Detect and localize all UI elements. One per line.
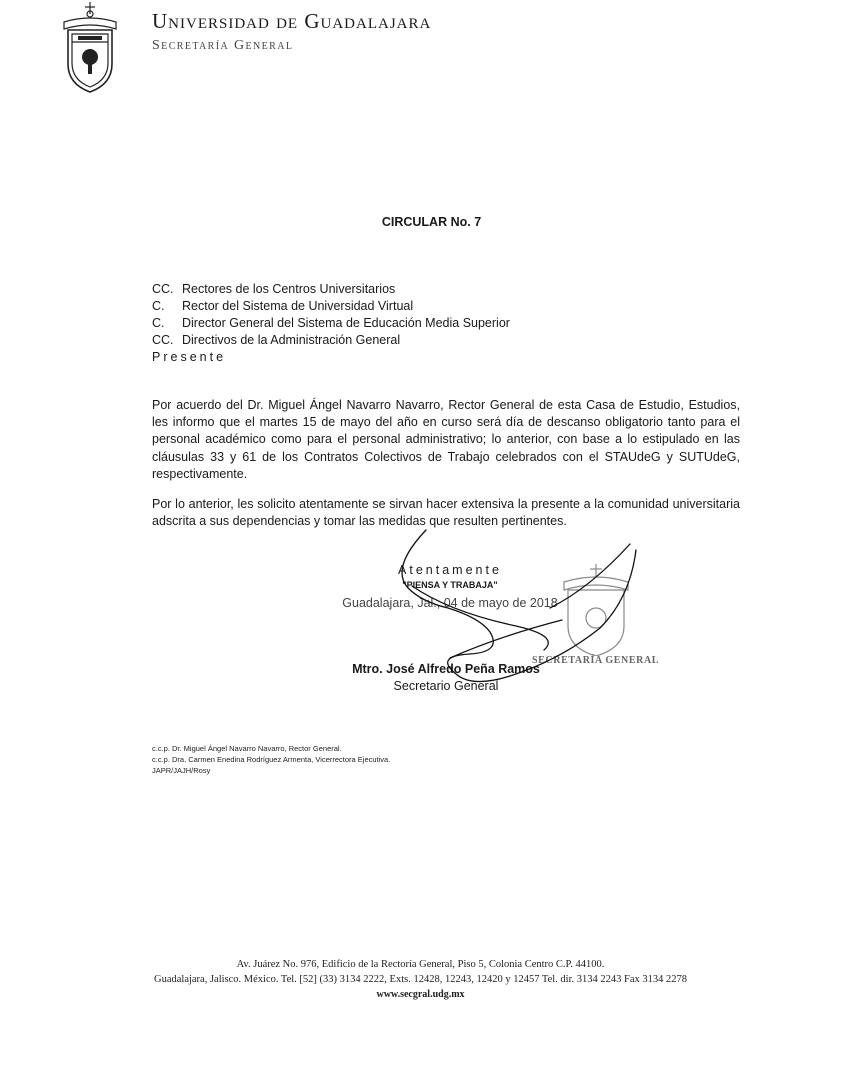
body-paragraph: Por acuerdo del Dr. Miguel Ángel Navarro Navarro, Rector General de esta Casa de Estudio, Estudios, les informo que el martes 15 de mayo del año en curso será día de descanso obligatorio tanto para el personal académico como para el personal administrativo; lo anterior, con base a lo estipulado en las cláusulas 33 y 61 de los Contratos Colectivos de Trabajo celebrados con el STAUdeG y SUTUdeG, respectivamente. <box>152 398 740 481</box>
seal-label: SECRETARÍA GENERAL <box>532 655 660 666</box>
recipient-text: Director General del Sistema de Educación Media Superior <box>182 316 510 330</box>
recipient-line <box>152 281 510 298</box>
signer-role: Secretario General <box>393 679 499 693</box>
recipient-line <box>152 298 510 315</box>
recipient-text: Rectores de los Centros Universitarios <box>182 282 396 296</box>
recipient-prefix: CC. <box>152 282 174 296</box>
university-name: Universidad de Guadalajara <box>152 9 432 33</box>
closing-line: Atentamente <box>398 563 502 577</box>
carbon-copy-list <box>152 743 390 776</box>
ccp-line: c.c.p. Dr. Miguel Ángel Navarro Navarro, Rector General. <box>152 744 342 753</box>
recipient-text: Rector del Sistema de Universidad Virtual <box>182 299 414 313</box>
ccp-line: c.c.p. Dra. Carmen Enedina Rodríguez Armenta, Vicerrectora Ejecutiva. <box>152 755 391 764</box>
recipient-line <box>152 315 510 332</box>
university-crest-icon <box>62 2 118 94</box>
recipient-prefix: C. <box>152 299 165 313</box>
signer-name: Mtro. José Alfredo Peña Ramos <box>352 662 540 676</box>
recipient-prefix: CC. <box>152 333 174 347</box>
place-and-date: Guadalajara, Jal., 04 de mayo de 2018 <box>342 596 558 610</box>
recipient-prefix: C. <box>152 316 165 330</box>
salutation: Presente <box>152 350 227 364</box>
ccp-line: JAPR/JAJH/Rosy <box>152 766 211 775</box>
footer-website: www.secgral.udg.mx <box>376 989 465 1000</box>
handwritten-signature <box>330 528 650 698</box>
recipient-text: Directivos de la Administración General <box>182 333 401 347</box>
recipient-line <box>152 332 510 349</box>
footer <box>0 957 841 1002</box>
recipient-list <box>152 281 510 366</box>
motto: "PIENSA Y TRABAJA" <box>402 580 498 590</box>
body-paragraph: Por lo anterior, les solicito atentamente se sirvan hacer extensiva la presente a la comunidad universitaria adscrita a sus dependencias y tomar las medidas que resulten pertinentes. <box>152 497 740 529</box>
office-name: Secretaría General <box>152 38 294 53</box>
document-title: CIRCULAR No. 7 <box>381 215 482 229</box>
footer-address: Av. Juárez No. 976, Edificio de la Rectoría General, Piso 5, Colonia Centro C.P. 44100. <box>236 959 605 970</box>
footer-contact: Guadalajara, Jalisco. México. Tel. [52] (33) 3134 2222, Exts. 12428, 12243, 12420 y 12457 Tel. dir. 3134 2243 Fax 3134 2278 <box>154 974 687 985</box>
